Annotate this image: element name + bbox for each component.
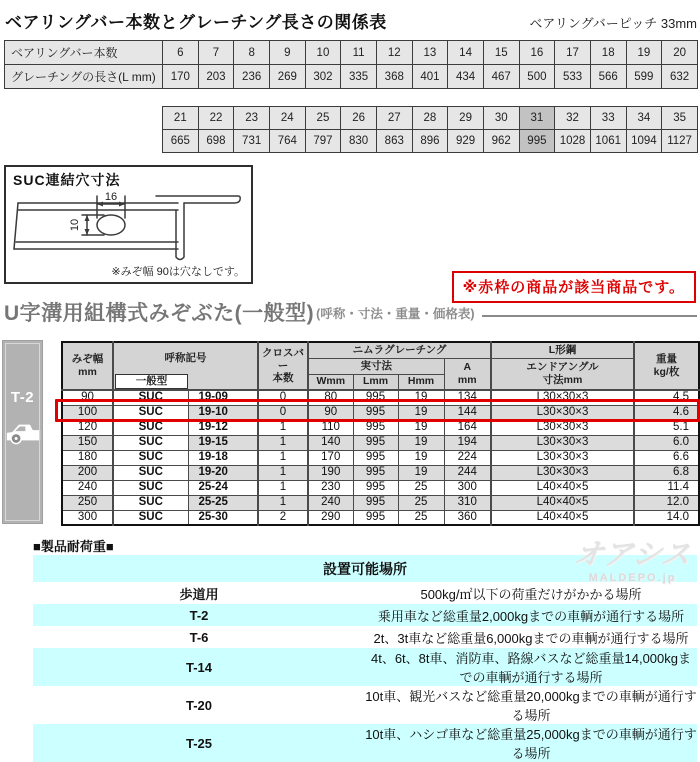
weight-cell: 5.1 (634, 420, 699, 435)
code-cell: 19-12 (188, 420, 258, 435)
col-group-grating: ニムラグレーチング (308, 342, 491, 358)
section-heading (4, 303, 697, 324)
bar-count-cell: 7 (198, 41, 234, 65)
l-dim-cell: 995 (353, 495, 398, 510)
load-table-header-row (33, 555, 697, 582)
col-general-type (113, 374, 258, 390)
col-h: Hmm (398, 374, 444, 390)
bar-count-length-table-band2 (162, 106, 698, 153)
crossbar-cell: 1 (258, 450, 308, 465)
groove-width-cell: 300 (62, 510, 113, 525)
load-desc-cell: 500kg/㎡以下の荷重だけがかかる場所 (420, 586, 642, 602)
grating-length-cell: 797 (305, 130, 341, 153)
watermark-logo-text: オアシス (571, 539, 694, 571)
h-dim-cell: 25 (398, 510, 444, 525)
bar-count-cell: 30 (483, 107, 519, 130)
diagram-title: SUC連結穴寸法 (13, 172, 121, 188)
bar-count-cell: 17 (555, 41, 591, 65)
grating-length-cell: 533 (555, 65, 591, 89)
load-class-cell: 歩道用 (179, 586, 219, 602)
grating-length-cell: 1127 (662, 130, 698, 153)
crossbar-cell: 0 (258, 390, 308, 405)
crossbar-cell: 1 (258, 465, 308, 480)
load-row-T-20 (33, 686, 697, 724)
grating-length-cell: 236 (234, 65, 270, 89)
l-dim-cell: 995 (353, 405, 398, 420)
w-dim-cell: 110 (308, 420, 353, 435)
spec-row-19-20 (62, 465, 699, 480)
bar-count-cell: 28 (412, 107, 448, 130)
groove-width-cell: 150 (62, 435, 113, 450)
w-dim-cell: 90 (308, 405, 353, 420)
h-dim-cell: 19 (398, 405, 444, 420)
bar-count-cell: 10 (305, 41, 341, 65)
h-dim-cell: 19 (398, 465, 444, 480)
series-cell: SUC (113, 465, 188, 480)
end-angle-cell: L40×40×5 (491, 480, 634, 495)
spec-row-25-30 (62, 510, 699, 525)
load-row-T-2 (33, 604, 697, 626)
col-weight: 重量 kg/枚 (634, 342, 699, 390)
h-dim-cell: 19 (398, 420, 444, 435)
code-cell: 25-25 (188, 495, 258, 510)
diagram-note: ※みぞ幅 90は穴なしです。 (111, 266, 245, 278)
grating-length-cell: 962 (483, 130, 519, 153)
load-desc-cell: 2t、3t車など総重量6,000kgまでの車輌が通行する場所 (373, 630, 689, 646)
end-angle-cell: L30×30×3 (491, 420, 634, 435)
w-dim-cell: 170 (308, 450, 353, 465)
bar-count-cell: 31 (519, 107, 555, 130)
weight-cell: 4.5 (634, 390, 699, 405)
grating-length-cell: 731 (234, 130, 270, 153)
w-dim-cell: 230 (308, 480, 353, 495)
weight-cell: 11.4 (634, 480, 699, 495)
bar-count-cell: 22 (198, 107, 234, 130)
l-dim-cell: 995 (353, 390, 398, 405)
grating-length-cell: 566 (590, 65, 626, 89)
load-row-T-14 (33, 648, 697, 686)
load-desc-cell: 10t車、観光バスなど総重量20,000kgまでの車輌が通行する場所 (365, 689, 697, 723)
grating-length-row (5, 65, 698, 89)
bar-count-cell: 14 (448, 41, 484, 65)
spec-table-header (62, 342, 699, 390)
h-dim-cell: 19 (398, 435, 444, 450)
end-angle-cell: L40×40×5 (491, 495, 634, 510)
heading-rule (482, 315, 697, 317)
end-angle-cell: L30×30×3 (491, 405, 634, 420)
grating-length-cell: 203 (198, 65, 234, 89)
bar-count-cell: 35 (662, 107, 698, 130)
groove-width-cell: 90 (62, 390, 113, 405)
load-desc-cell: 乗用車など総重量2,000kgまでの車輌が通行する場所 (365, 604, 697, 626)
bar-count-cell: 26 (341, 107, 377, 130)
spec-row-19-09 (62, 390, 699, 405)
series-cell: SUC (113, 420, 188, 435)
spec-row-25-25 (62, 495, 699, 510)
spec-row-19-10 (62, 405, 699, 420)
code-cell: 25-30 (188, 510, 258, 525)
l-dim-cell: 995 (353, 420, 398, 435)
w-dim-cell: 80 (308, 390, 353, 405)
crossbar-cell: 0 (258, 405, 308, 420)
bar-count-cell: 18 (590, 41, 626, 65)
col-group-l-steel: L形鋼 (491, 342, 634, 358)
bar-count-cell: 16 (519, 41, 555, 65)
col-actual-dims: 実寸法 (308, 358, 444, 374)
groove-width-cell: 250 (62, 495, 113, 510)
w-dim-cell: 140 (308, 435, 353, 450)
car-icon (5, 417, 42, 447)
width-dim-label: 16 (104, 191, 118, 203)
crossbar-cell: 1 (258, 495, 308, 510)
end-angle-cell: L30×30×3 (491, 435, 634, 450)
a-dim-cell: 144 (444, 405, 491, 420)
series-cell: SUC (113, 450, 188, 465)
load-rating-table (33, 555, 697, 762)
hole-dimension-drawing-icon (8, 189, 252, 267)
h-dim-cell: 25 (398, 495, 444, 510)
load-class-cell: T-6 (189, 629, 209, 645)
grating-length-cell: 929 (448, 130, 484, 153)
grating-length-cell: 500 (519, 65, 555, 89)
l-dim-cell: 995 (353, 465, 398, 480)
groove-width-cell: 180 (62, 450, 113, 465)
spec-table-body (62, 390, 699, 525)
spec-row-19-12 (62, 420, 699, 435)
bar-count-cell: 9 (269, 41, 305, 65)
grating-length-cell: 1028 (555, 130, 591, 153)
installable-places-header: 設置可能場所 (33, 555, 697, 582)
col-a-dim: A mm (444, 358, 491, 390)
code-cell: 25-24 (188, 480, 258, 495)
bar-count-cell: 21 (163, 107, 199, 130)
a-dim-cell: 310 (444, 495, 491, 510)
watermark-domain-text: MALDEPO.jp (588, 571, 677, 584)
col-crossbar-count: クロスバー 本数 (258, 342, 308, 390)
series-cell: SUC (113, 405, 188, 420)
grating-length-cell: 302 (305, 65, 341, 89)
series-cell: SUC (113, 480, 188, 495)
series-cell: SUC (113, 435, 188, 450)
bar-count-cell: 20 (662, 41, 698, 65)
load-class-badge-bar (2, 340, 43, 524)
weight-cell: 12.0 (634, 495, 699, 510)
bar-count-cell: 23 (234, 107, 270, 130)
col-w: Wmm (308, 374, 353, 390)
bar-count-cell: 34 (626, 107, 662, 130)
code-cell: 19-09 (188, 390, 258, 405)
bar-count-row (5, 41, 698, 65)
l-dim-cell: 995 (353, 510, 398, 525)
code-cell: 19-15 (188, 435, 258, 450)
h-dim-cell: 19 (398, 450, 444, 465)
series-cell: SUC (113, 510, 188, 525)
bar-count-cell: 25 (305, 107, 341, 130)
groove-width-cell: 200 (62, 465, 113, 480)
load-class-badge: T-2 (10, 389, 35, 406)
end-angle-cell: L30×30×3 (491, 390, 634, 405)
general-type-box: 一般型 (115, 374, 188, 389)
a-dim-cell: 360 (444, 510, 491, 525)
crossbar-cell: 1 (258, 480, 308, 495)
weight-cell: 14.0 (634, 510, 699, 525)
bar-count-cell: 27 (376, 107, 412, 130)
bar-count-cell: 33 (590, 107, 626, 130)
weight-cell: 4.6 (634, 405, 699, 420)
grating-length-cell: 995 (519, 130, 555, 153)
bar-count-cell: 29 (448, 107, 484, 130)
col-name-code: 呼称記号 (113, 342, 258, 374)
load-rating-title: ■製品耐荷重■ (33, 539, 114, 554)
weight-cell: 6.0 (634, 435, 699, 450)
bar-count-cell: 13 (412, 41, 448, 65)
l-dim-cell: 995 (353, 450, 398, 465)
end-angle-cell: L30×30×3 (491, 465, 634, 480)
l-dim-cell: 995 (353, 435, 398, 450)
a-dim-cell: 194 (444, 435, 491, 450)
a-dim-cell: 244 (444, 465, 491, 480)
load-table-body (33, 582, 697, 762)
load-class-cell: T-2 (33, 604, 365, 626)
groove-width-cell: 100 (62, 405, 113, 420)
w-dim-cell: 240 (308, 495, 353, 510)
load-class-cell: T-14 (33, 648, 365, 686)
spec-row-19-15 (62, 435, 699, 450)
grating-length-row (163, 130, 698, 153)
weight-cell: 6.8 (634, 465, 699, 480)
grating-length-cell: 335 (341, 65, 377, 89)
series-cell: SUC (113, 495, 188, 510)
w-dim-cell: 190 (308, 465, 353, 480)
load-row-歩道用 (33, 582, 697, 604)
crossbar-cell: 2 (258, 510, 308, 525)
col-groove-width: みぞ幅 mm (62, 342, 113, 390)
section-subtitle: (呼称・寸法・重量・価格表) (316, 307, 475, 321)
top-header (5, 8, 697, 33)
load-rating-container (33, 555, 697, 762)
section-title: U字溝用組構式みぞぶた(一般型) (4, 302, 315, 325)
load-class-cell: T-20 (185, 697, 212, 713)
end-angle-cell: L30×30×3 (491, 450, 634, 465)
bar-count-cell: 32 (555, 107, 591, 130)
spec-table-container (61, 341, 700, 526)
a-dim-cell: 164 (444, 420, 491, 435)
grating-length-cell: 698 (198, 130, 234, 153)
crossbar-cell: 1 (258, 435, 308, 450)
spec-row-25-24 (62, 480, 699, 495)
grating-length-cell: 467 (483, 65, 519, 89)
bar-count-cell: 11 (341, 41, 377, 65)
bar-count-cell: 12 (376, 41, 412, 65)
height-dim-label: 10 (69, 218, 81, 232)
a-dim-cell: 300 (444, 480, 491, 495)
a-dim-cell: 224 (444, 450, 491, 465)
w-dim-cell: 290 (308, 510, 353, 525)
bar-count-length-table-band1 (4, 40, 698, 89)
grating-length-cell: 830 (341, 130, 377, 153)
load-class-cell: T-25 (33, 724, 365, 762)
suc-hole-dimension-diagram (4, 165, 253, 284)
grating-length-cell: 632 (662, 65, 698, 89)
code-cell: 19-18 (188, 450, 258, 465)
code-cell: 19-10 (188, 405, 258, 420)
grating-length-cell: 1061 (590, 130, 626, 153)
bar-count-label: ベアリングバー本数 (5, 41, 163, 65)
code-cell: 19-20 (188, 465, 258, 480)
grating-length-cell: 599 (626, 65, 662, 89)
grating-length-cell: 665 (163, 130, 199, 153)
l-dim-cell: 995 (353, 480, 398, 495)
col-end-angle: エンドアングル 寸法mm (491, 358, 634, 390)
bar-count-cell: 8 (234, 41, 270, 65)
bar-count-cell: 19 (626, 41, 662, 65)
page-title: ベアリングバー本数とグレーチング長さの関係表 (5, 13, 387, 32)
bar-count-cell: 24 (269, 107, 305, 130)
load-row-T-6 (33, 626, 697, 648)
grating-length-cell: 434 (448, 65, 484, 89)
bar-count-cell: 15 (483, 41, 519, 65)
a-dim-cell: 134 (444, 390, 491, 405)
h-dim-cell: 19 (398, 390, 444, 405)
series-cell: SUC (113, 390, 188, 405)
groove-width-cell: 240 (62, 480, 113, 495)
bar-pitch-note: ベアリングバーピッチ 33mm (529, 16, 697, 31)
grating-length-cell: 269 (269, 65, 305, 89)
spec-table (61, 341, 700, 526)
grating-length-label: グレーチングの長さ(L mm) (5, 65, 163, 89)
weight-cell: 6.6 (634, 450, 699, 465)
grating-length-cell: 170 (163, 65, 199, 89)
h-dim-cell: 25 (398, 480, 444, 495)
bar-count-row (163, 107, 698, 130)
col-l: Lmm (353, 374, 398, 390)
spec-row-19-18 (62, 450, 699, 465)
grating-length-cell: 368 (376, 65, 412, 89)
grating-length-cell: 401 (412, 65, 448, 89)
highlighted-product-notice: ※赤枠の商品が該当商品です。 (452, 271, 696, 303)
grating-length-cell: 764 (269, 130, 305, 153)
groove-width-cell: 120 (62, 420, 113, 435)
end-angle-cell: L40×40×5 (491, 510, 634, 525)
grating-length-cell: 896 (412, 130, 448, 153)
load-row-T-25 (33, 724, 697, 762)
grating-length-cell: 1094 (626, 130, 662, 153)
grating-length-cell: 863 (376, 130, 412, 153)
load-desc-cell: 10t車、ハシゴ車など総重量25,000kgまでの車輌が通行する場所 (365, 724, 697, 762)
crossbar-cell: 1 (258, 420, 308, 435)
bar-count-cell: 6 (163, 41, 199, 65)
load-desc-cell: 4t、6t、8t車、消防車、路線バスなど総重量14,000kgまでの車輌が通行する場所 (365, 648, 697, 686)
